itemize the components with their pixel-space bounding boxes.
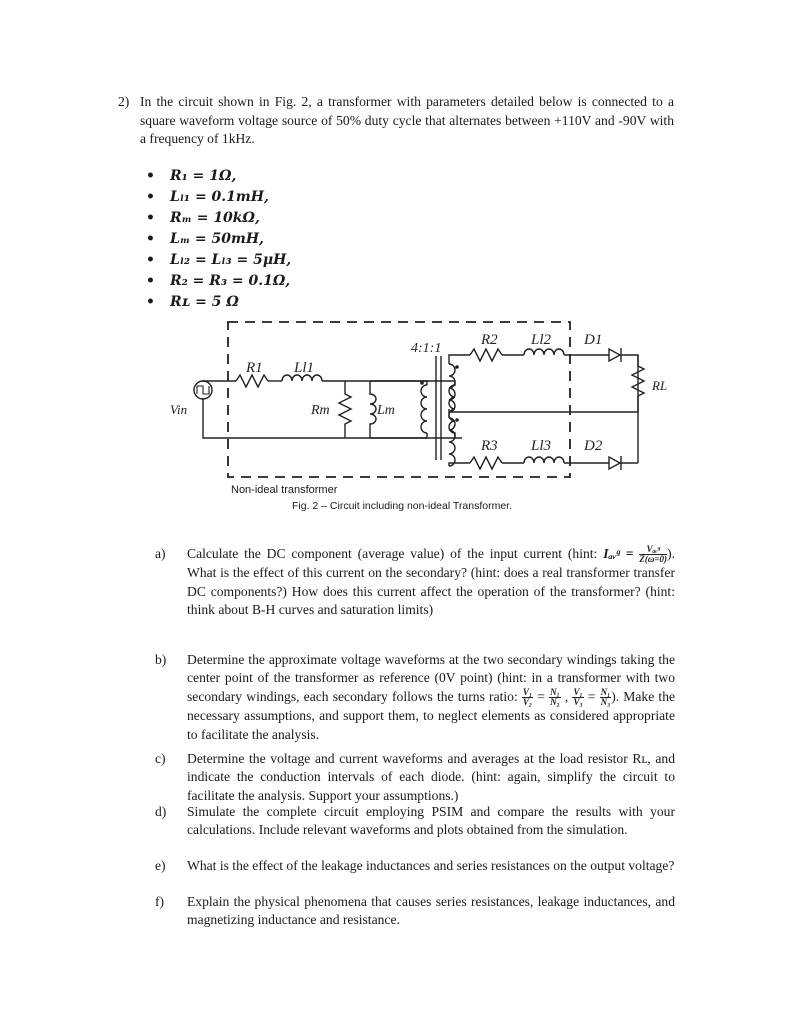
dot-marker [420, 381, 424, 385]
lm-inductor [370, 381, 376, 438]
param-item: • Lₘ = 50mH, [151, 229, 264, 249]
r1-label: R1 [246, 360, 263, 376]
question-b: b) Determine the approximate voltage waveforms at the two secondary windings taking the center point of the transformer as reference (0V point) (hint: in a transformer with two secondary windings, each secondary follows the turns ratio: $\frac{\text{V₁}}{\text{V₂}}$ = $\frac{\text{N₁}}{\text{N₂}}$ , $\frac{\text{V₁}}{\text{V₃}}$ = $\frac{\text{N₁}}{\text{N₃}}$ ). Make the necessary assumptions, and support them, to neglect elements as considered appropriate to facilitate the analysis. [155, 652, 676, 742]
dot-marker [455, 418, 459, 422]
r1-resistor [236, 375, 268, 387]
param-item: • Rʟ = 5 Ω [151, 292, 239, 312]
dot-marker [455, 365, 459, 369]
question-f: f) Explain the physical phenomena that causes series resistances, leakage inductances, and magnetizing inductance and resistance. [155, 894, 675, 928]
primary-winding [421, 385, 427, 433]
d2-diode [609, 456, 621, 470]
param-item: • R₂ = R₃ = 0.1Ω, [151, 271, 290, 291]
param-item: • R₁ = 1Ω, [151, 166, 236, 186]
d1-diode [609, 348, 621, 362]
problem-intro-text: In the circuit shown in Fig. 2, a transformer with parameters detailed below is connected to a square waveform voltage source of 50% duty cycle that alternates between +110V and -90V with a frequency of 1kHz. [140, 94, 674, 146]
ll3-inductor [524, 457, 564, 463]
r2-resistor [470, 349, 502, 361]
param-item: • Lₗ₂ = Lₗ₃ = 5μH, [151, 250, 291, 270]
param-item: • Rₘ = 10kΩ, [151, 208, 260, 228]
rm-label: Rm [311, 403, 330, 418]
ll2-inductor [524, 349, 564, 355]
rm-resistor [339, 381, 351, 438]
question-a: a) Calculate the DC component (average value) of the input current (hint: Iₐᵥᵍ = $\frac{\text{Vₐᵥᵍ}}{Z(\omega=0)}$ ). What is the effect of this current on the secondary? (hint: does a real transformer transfer DC components?) How does this current affect the operation of the transformer? (hint: think about B-H curves and saturation limits) [155, 544, 675, 618]
d2-label: D2 [584, 438, 603, 454]
rl-resistor [617, 366, 644, 412]
lm-label: Lm [377, 403, 395, 418]
ll3-label: Ll3 [531, 438, 552, 454]
r3-resistor [470, 457, 502, 469]
hint-fraction: $\frac{\text{Vₐᵥᵍ}}{Z(\omega=0)}$ [639, 544, 668, 565]
ratio-label: 4:1:1 [411, 341, 442, 356]
question-d: d) Simulate the complete circuit employing PSIM and compare the results with your calculations. Include relevant waveforms and plots obtained from the simulation. [155, 804, 675, 838]
d1-label: D1 [584, 332, 603, 348]
nonideal-box [228, 322, 570, 477]
r3-label: R3 [481, 438, 498, 454]
figure-caption: Fig. 2 – Circuit including non-ideal Transformer. [292, 500, 513, 512]
param-item: • Lₗ₁ = 0.1mH, [151, 187, 269, 207]
question-e: e) What is the effect of the leakage inductances and series resistances on the output voltage? [155, 858, 675, 873]
nonideal-label: Non-ideal transformer [231, 484, 338, 496]
question-c: c) Determine the voltage and current waveforms and averages at the load resistor Rʟ, and indicate the conduction intervals of each diode. (hint: again, simplify the circuit to facilitate the analysis. Support your assumptions.) [155, 751, 675, 803]
ll1-label: Ll1 [294, 360, 315, 376]
problem-number: 2) [118, 94, 130, 109]
vin-label: Vin [170, 402, 188, 417]
r2-label: R2 [481, 332, 498, 348]
rl-label: RL [652, 378, 668, 393]
ll2-label: Ll2 [531, 332, 552, 348]
